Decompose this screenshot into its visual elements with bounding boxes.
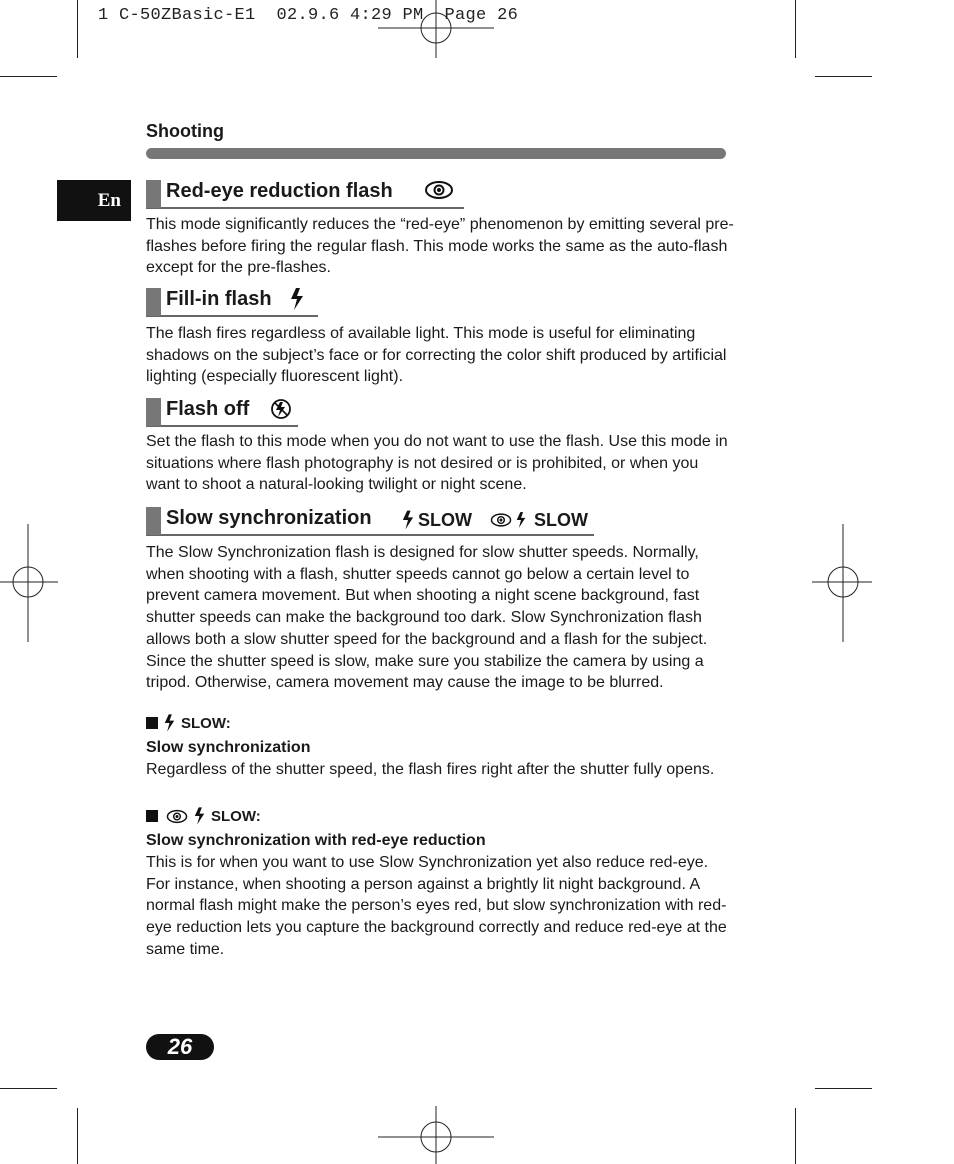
heading-marker <box>146 398 161 426</box>
sub-heading-red-eye-slow <box>146 807 261 825</box>
print-slug: 1 C-50ZBasic-E1 02.9.6 4:29 PM Page 26 <box>98 6 519 25</box>
sub2-description <box>146 852 736 961</box>
fill-in-description <box>146 323 736 388</box>
heading-marker <box>146 180 161 208</box>
sub-label: SLOW: <box>211 807 261 825</box>
page-number: 26 <box>146 1034 214 1060</box>
registration-mark-right <box>812 524 872 642</box>
flash-icon <box>194 807 205 825</box>
slow-sync-description <box>146 542 736 694</box>
bullet-square <box>146 810 158 822</box>
heading-fill-in <box>146 288 318 317</box>
crop-mark <box>0 76 57 77</box>
flash-off-description <box>146 431 736 496</box>
sub1-description <box>146 759 736 781</box>
paragraph: The flash fires regardless of available light. This mode is useful for eliminating shadows on the subject’s face or for correcting the color shift produced by artificial lighting (especially fluorescent light). <box>146 325 727 386</box>
registration-mark-bottom <box>376 1106 496 1164</box>
paragraph: The Slow Synchronization flash is designed for slow shutter speeds. Normally, when shooting with a flash, shutter speeds cannot go below a certain level to prevent camera movement. But when shooting a night scene background, fast shutter speeds can make the background too dark. Slow Synchronization flash allows both a slow shutter speed for the background and a flash for the subject. Since the shutter speed is slow, make sure you stabilize the camera by using a tripod. Otherwise, camera movement may cause the image to be blurred. <box>146 544 708 692</box>
sub-title: Slow synchronization <box>146 739 311 756</box>
slow-label: SLOW <box>534 510 588 530</box>
sub-label: SLOW: <box>181 714 231 732</box>
paragraph: Set the flash to this mode when you do not want to use the flash. Use this mode in situations where flash photography is not desired or is prohibited, or when you want to shoot a natural-looking twilight or night scene. <box>146 433 728 494</box>
heading-red-eye <box>146 180 464 209</box>
paragraph: This is for when you want to use Slow Synchronization yet also reduce red-eye. For instance, when shooting a person against a brightly lit night background. A normal flash might make the person’s eyes red, but slow synchronization with red-eye reduction lets you capture the background correctly and reduce red-eye at the same time. <box>146 854 727 958</box>
sub-heading-slow <box>146 714 231 732</box>
header-rule <box>146 148 726 159</box>
section-label: Shooting <box>146 121 224 141</box>
heading-marker <box>146 288 161 316</box>
paragraph: Regardless of the shutter speed, the flash fires right after the shutter fully opens. <box>146 761 715 778</box>
crop-mark <box>795 0 796 58</box>
paragraph: This mode significantly reduces the “red-eye” phenomenon by emitting several pre-flashes before firing the regular flash. This mode works the same as the auto-flash except for the pre-flashes. <box>146 216 734 277</box>
heading-flash-off <box>146 398 298 427</box>
red-eye-icon <box>166 809 188 824</box>
flash-icon <box>402 510 414 530</box>
heading-marker <box>146 507 161 535</box>
flash-icon <box>516 511 526 529</box>
crop-mark <box>795 1108 796 1164</box>
crop-mark <box>77 1108 78 1164</box>
heading-text: Slow synchronization <box>166 507 372 529</box>
heading-slow-sync <box>146 507 594 536</box>
red-eye-icon <box>424 180 454 200</box>
flash-icon <box>164 714 175 732</box>
flash-off-icon <box>270 398 292 420</box>
registration-mark-top <box>376 0 496 60</box>
crop-mark <box>0 1088 57 1089</box>
registration-mark-left <box>0 524 60 642</box>
sub-title: Slow synchronization with red-eye reduction <box>146 832 486 849</box>
bullet-square <box>146 717 158 729</box>
heading-text: Fill-in flash <box>166 288 272 310</box>
crop-mark <box>77 0 78 58</box>
slow-label: SLOW <box>418 510 472 530</box>
red-eye-description <box>146 214 736 279</box>
crop-mark <box>815 76 872 77</box>
heading-text: Red-eye reduction flash <box>166 180 393 202</box>
flash-icon <box>290 288 304 310</box>
red-eye-icon <box>490 512 512 528</box>
heading-text: Flash off <box>166 398 250 420</box>
language-tab: En <box>57 180 131 221</box>
crop-mark <box>815 1088 872 1089</box>
